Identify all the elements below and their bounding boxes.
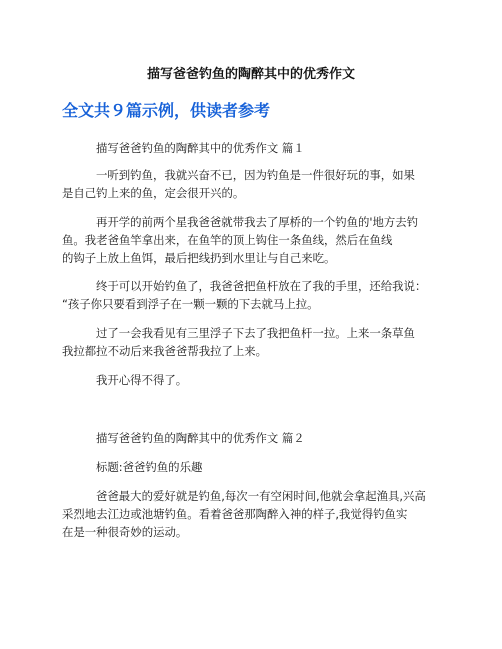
article-heading: 描写爸爸钓鱼的陶醉其中的优秀作文 篇１ [96, 141, 305, 155]
paragraph-line: 采烈地去江边或池塘钓鱼。看着爸爸那陶醉入神的样子,我觉得钓鱼实 [62, 507, 408, 521]
paragraph-line: 终于可以开始钓鱼了，我爸爸把鱼杆放在了我的手里，还给我说： [96, 279, 427, 293]
paragraph-line: “孩子你只要看到浮子在一颗一颗的下去就马上拉。 [62, 297, 319, 311]
paragraph-line: 爸爸最大的爱好就是钓鱼,每次一有空闲时间,他就会拿起渔具,兴高 [96, 489, 426, 503]
paragraph-line: 标题:爸爸钓鱼的乐趣 [96, 460, 203, 474]
paragraph-line: 鱼。我老爸鱼竿拿出来，在鱼竿的顶上钩住一条鱼线，然后在鱼线 [62, 233, 393, 247]
paragraph-line: 过了一会我看见有三里浮子下去了我把鱼杆一拉。上来一条草鱼 [96, 326, 415, 340]
paragraph-line: 我开心得不得了。 [96, 373, 188, 387]
document-subtitle: 全文共９篇示例，供读者参考 [62, 101, 271, 120]
paragraph-line: 再开学的前两个星我爸爸就带我去了厚桥的一个钓鱼的'地方去钓 [96, 215, 419, 229]
paragraph-line: 一听到钓鱼，我就兴奋不已，因为钓鱼是一件很好玩的事，如果 [96, 168, 415, 182]
article-heading: 描写爸爸钓鱼的陶醉其中的优秀作文 篇２ [96, 431, 305, 445]
document-title: 描写爸爸钓鱼的陶醉其中的优秀作文 [146, 67, 355, 82]
paragraph-line: 我拉都拉不动后来我爸爸帮我拉了上来。 [62, 344, 268, 358]
paragraph-line: 是自己钓上来的鱼，定会很开兴的。 [62, 186, 245, 200]
paragraph-line: 的钩子上放上鱼饵，最后把线扔到水里让与自己来吃。 [62, 251, 336, 265]
paragraph-line: 在是一种很奇妙的运动。 [62, 525, 188, 539]
